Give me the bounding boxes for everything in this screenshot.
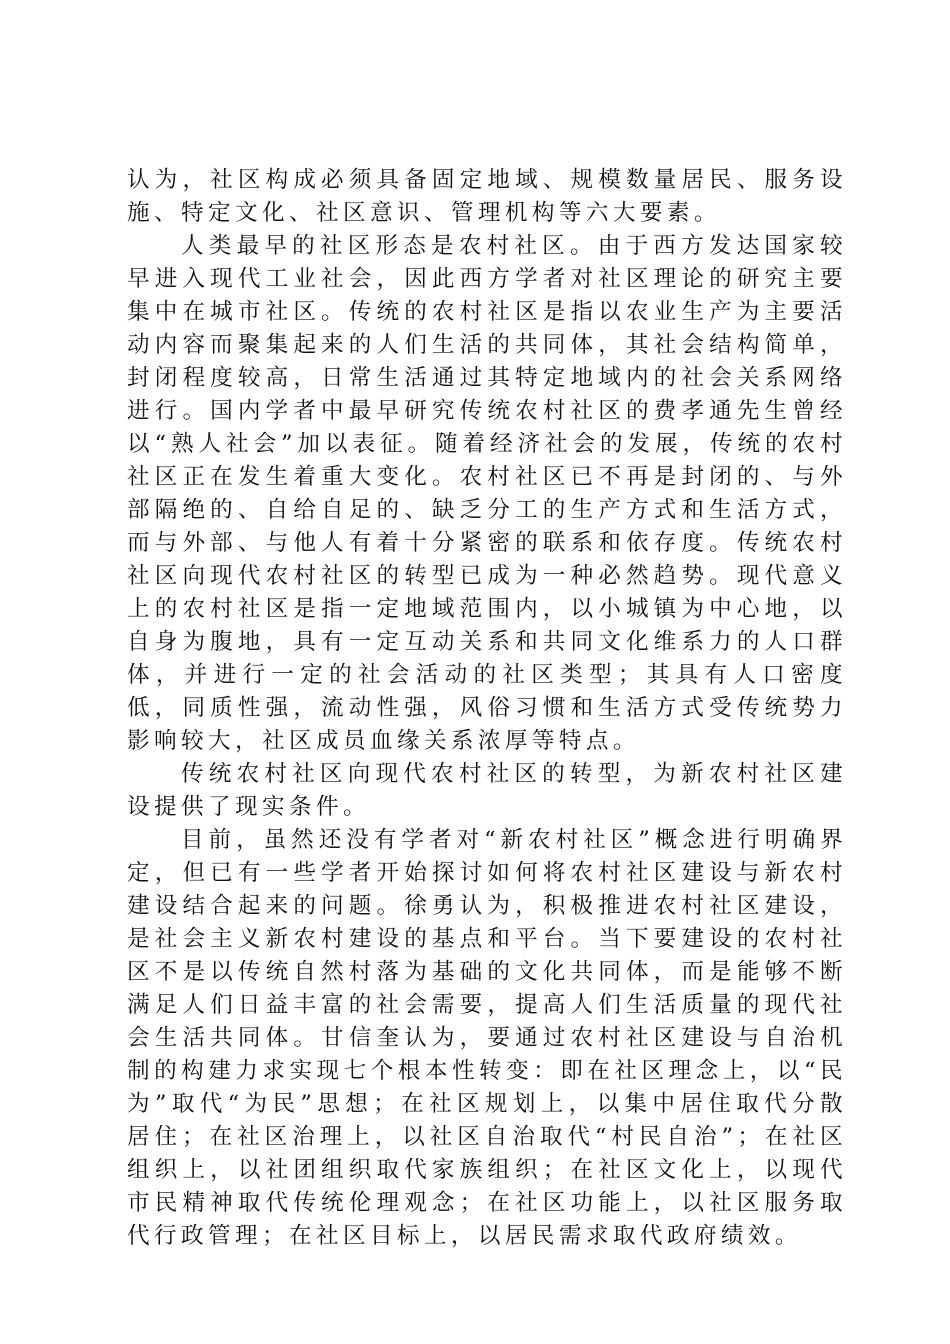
paragraph-3: 传统农村社区向现代农村社区的转型，为新农村社区建设提供了现实条件。 xyxy=(127,761,847,820)
paragraph-1: 认为，社区构成必须具备固定地域、规模数量居民、服务设施、特定文化、社区意识、管理机构等六大要素。 xyxy=(127,167,847,226)
document-page xyxy=(127,164,847,1253)
paragraph-2: 人类最早的社区形态是农村社区。由于西方发达国家较早进入现代工业社会，因此西方学者对社区理论的研究主要集中在城市社区。传统的农村社区是指以农业生产为主要活动内容而聚集起来的人们生活的共同体，其社会结构简单，封闭程度较高，日常生活通过其特定地域内的社会关系网络进行。国内学者中最早研究传统农村社区的费孝通先生曾经以“熟人社会”加以表征。随着经济社会的发展，传统的农村社区正在发生着重大变化。农村社区已不再是封闭的、与外部隔绝的、自给自足的、缺乏分工的生产方式和生活方式，而与外部、与他人有着十分紧密的联系和依存度。传统农村社区向现代农村社区的转型已成为一种必然趋势。现代意义上的农村社区是指一定地域范围内，以小城镇为中心地，以自身为腹地，具有一定互动关系和共同文化维系力的人口群体，并进行一定的社会活动的社区类型；其具有人口密度低，同质性强，流动性强，风俗习惯和生活方式受传统势力影响较大，社区成员血缘关系浓厚等特点。 xyxy=(127,233,847,754)
paragraph-4: 目前，虽然还没有学者对“新农村社区”概念进行明确界定，但已有一些学者开始探讨如何将农村社区建设与新农村建设结合起来的问题。徐勇认为，积极推进农村社区建设，是社会主义新农村建设的基点和平台。当下要建设的农村社区不是以传统自然村落为基础的文化共同体，而是能够不断满足人们日益丰富的社会需要，提高人们生活质量的现代社会生活共同体。甘信奎认为，要通过农村社区建设与自治机制的构建力求实现七个根本性转变：即在社区理念上，以“民为”取代“为民”思想；在社区规划上，以集中居住取代分散居住；在社区治理上，以社区自治取代“村民自治”；在社区组织上，以社团组织取代家族组织；在社区文化上，以现代市民精神取代传统伦理观念；在社区功能上，以社区服务取代行政管理；在社区目标上，以居民需求取代政府绩效。 xyxy=(127,827,847,1249)
